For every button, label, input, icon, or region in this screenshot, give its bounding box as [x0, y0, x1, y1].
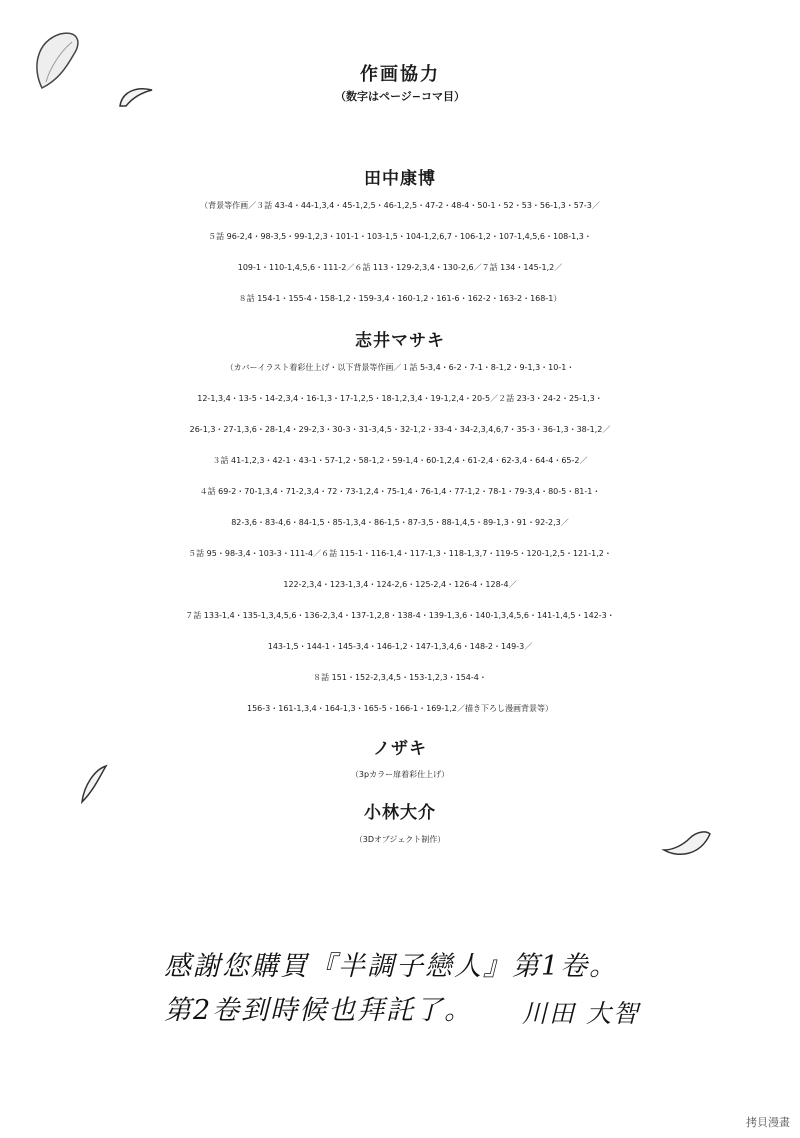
credit-line: 12-1,3,4・13-5・14-2,3,4・16-1,3・17-1,2,5・18-1,2,3,4・19-1,2,4・20-5／２話 23-3・24-2・25-1,3・	[197, 394, 603, 403]
author-signature: 川田 大智	[522, 999, 640, 1028]
credit-line: （3pカラー扉着彩仕上げ）	[350, 770, 450, 779]
page-title: 作画協力	[360, 64, 440, 85]
credit-line: ５話 96-2,4・98-3,5・99-1,2,3・101-1・103-1,5・104-1,2,6,7・106-1,2・107-1,4,5,6・108-1,3・	[208, 232, 592, 241]
credit-line: 26-1,3・27-1,3,6・28-1,4・29-2,3・30-3・31-3,4,5・32-1,2・33-4・34-2,3,4,6,7・35-3・36-1,3・38-1,2／	[189, 425, 611, 434]
credit-line: 122-2,3,4・123-1,3,4・124-2,6・125-2,4・126-4・128-4／	[283, 580, 517, 589]
credit-line: 156-3・161-1,3,4・164-1,3・165-5・166-1・169-1,2／描き下ろし漫画背景等）	[246, 704, 553, 713]
credit-line: 82-3,6・83-4,6・84-1,5・85-1,3,4・86-1,5・87-3,5・88-1,4,5・89-1,3・91・92-2,3／	[231, 518, 569, 527]
page-subtitle: （数字はページ−コマ目）	[335, 90, 465, 103]
credit-name: 志井マサキ	[355, 331, 445, 351]
credit-line: 143-1,5・144-1・145-3,4・146-1,2・147-1,3,4,6・148-2・149-3／	[267, 642, 533, 651]
credit-name: 小林大介	[364, 803, 436, 823]
credit-line: ７話 133-1,4・135-1,3,4,5,6・136-2,3,4・137-1,2,8・138-4・139-1,3,6・140-1,3,4,5,6・141-1,4,5・142-3・	[185, 611, 615, 620]
credit-name: ノザキ	[373, 739, 427, 759]
handwritten-thanks-line: 感謝您購買『半調子戀人』第1卷。	[164, 951, 619, 982]
credit-line: ８話 151・152-2,3,4,5・153-1,2,3・154-4・	[313, 673, 487, 682]
credit-name: 田中康博	[364, 169, 436, 189]
credit-line: ８話 154-1・155-4・158-1,2・159-3,4・160-1,2・161-6・162-2・163-2・168-1）	[238, 294, 562, 303]
credit-line: （背景等作画／３話 43-4・44-1,3,4・45-1,2,5・46-1,2,5・47-2・48-4・50-1・52・53・56-1,3・57-3／	[200, 201, 600, 210]
credit-line: ３話 41-1,2,3・42-1・43-1・57-1,2・58-1,2・59-1,4・60-1,2,4・61-2,4・62-3,4・64-4・65-2／	[212, 456, 588, 465]
credit-line: 109-1・110-1,4,5,6・111-2／６話 113・129-2,3,4・130-2,6／７話 134・145-1,2／	[237, 263, 563, 272]
credit-line: ４話 69-2・70-1,3,4・71-2,3,4・72・73-1,2,4・75-1,4・76-1,4・77-1,2・78-1・79-3,4・80-5・81-1・	[199, 487, 601, 496]
credit-line: （カバーイラスト着彩仕上げ・以下背景等作画／１話 5-3,4・6-2・7-1・8-1,2・9-1,3・10-1・	[225, 363, 575, 372]
credit-line: （3Dオブジェクト制作）	[354, 835, 446, 844]
watermark: 拷貝漫畫	[746, 1116, 790, 1129]
handwritten-request-line: 第2卷到時候也拜託了。	[164, 995, 474, 1026]
credit-line: ５話 95・98-3,4・103-3・111-4／６話 115-1・116-1,4・117-1,3・118-1,3,7・119-5・120-1,2,5・121-1,2・	[188, 549, 612, 558]
